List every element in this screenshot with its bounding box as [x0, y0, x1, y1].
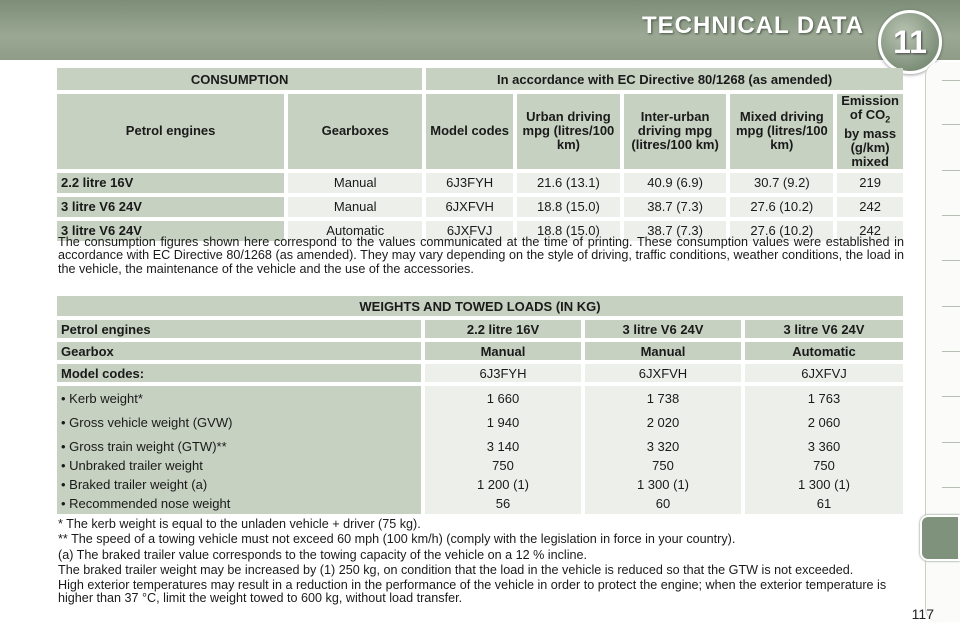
nose-weight-value: 56 — [495, 496, 511, 511]
kerb-weight-value: 1 763 — [807, 391, 841, 406]
gtw-value: 3 140 — [486, 439, 520, 454]
gvw-label: • Gross vehicle weight (GVW) — [61, 415, 233, 430]
rail-divider — [942, 124, 960, 125]
kerb-weight-value: 1 660 — [486, 391, 520, 406]
directive-note: In accordance with EC Directive 80/1268 (as amended) — [426, 68, 903, 90]
col-interurban-mpg: Inter-urban driving mpg (litres/100 km) — [624, 94, 727, 169]
braked-trailer-label: • Braked trailer weight (a) — [61, 477, 208, 492]
nose-weight-label: • Recommended nose weight — [61, 496, 231, 511]
co2-header-suffix: by mass (g/km) mixed — [844, 125, 897, 169]
model-codes-label: Model codes: — [57, 364, 421, 382]
note-high-temperature: High exterior temperatures may result in a reduction in the performance of the vehicle in order to protect the engine; when the exterior temperature is higher than 37 °C, limit the weight towed to 600 kg, without load transfer. — [58, 578, 887, 606]
co2-header-prefix: Emission of CO — [841, 93, 899, 122]
mixed-cell: 27.6 (10.2) — [730, 197, 833, 217]
weights-section-title: WEIGHTS AND TOWED LOADS (IN KG) — [57, 296, 903, 316]
footnote-kerb: * The kerb weight is equal to the unladen vehicle + driver (75 kg). — [58, 517, 421, 531]
urban-cell: 18.8 (15.0) — [517, 221, 620, 241]
nose-weight-value: 60 — [655, 496, 671, 511]
chapter-number-badge: 11 — [878, 10, 942, 74]
rail-divider — [942, 170, 960, 171]
consumption-row — [57, 197, 903, 217]
engine-col-3: 3 litre V6 24V — [745, 320, 903, 338]
gvw-value: 2 020 — [646, 415, 680, 430]
weights-column-1 — [425, 386, 581, 514]
interurban-cell: 38.7 (7.3) — [624, 197, 727, 217]
page-number: 117 — [911, 606, 934, 622]
col-model-codes: Model codes — [426, 94, 513, 169]
braked-trailer-value: 1 200 (1) — [476, 477, 530, 492]
co2-header-subscript: 2 — [885, 114, 891, 125]
footnotes — [58, 518, 908, 608]
col-petrol-engines: Petrol engines — [57, 94, 284, 169]
engine-header-label: Petrol engines — [57, 320, 421, 338]
interurban-cell: 38.7 (7.3) — [624, 221, 727, 241]
engine-cell: 3 litre V6 24V — [57, 221, 284, 241]
gtw-label: • Gross train weight (GTW)** — [61, 439, 227, 454]
note-braked-increase: The braked trailer weight may be increased by (1) 250 kg, on condition that the load in the vehicle is reduced so that the GTW is not exceeded. — [58, 562, 854, 577]
gtw-value: 3 320 — [646, 439, 680, 454]
consumption-table — [53, 64, 907, 245]
urban-cell: 18.8 (15.0) — [517, 197, 620, 217]
col-gearboxes: Gearboxes — [288, 94, 422, 169]
unbraked-trailer-value: 750 — [652, 458, 674, 473]
consumption-note-paragraph: The consumption figures shown here correspond to the values communicated at the time of printing. These consumption values were established in accordance with EC Directive 80/1268 (as amended). They may vary depending on the style of driving, traffic conditions, weather conditions, the load in the vehicle, the maintenance of the vehicle and the use of the accessories. — [58, 235, 904, 276]
col-urban-mpg: Urban driving mpg (litres/100 km) — [517, 94, 620, 169]
gearbox-cell: Manual — [288, 197, 422, 217]
gvw-value: 1 940 — [486, 415, 520, 430]
engine-cell: 3 litre V6 24V — [57, 197, 284, 217]
urban-cell: 21.6 (13.1) — [517, 173, 620, 193]
braked-trailer-value: 1 300 (1) — [636, 477, 690, 492]
rail-divider — [942, 306, 960, 307]
consumption-row — [57, 173, 903, 193]
unbraked-trailer-value: 750 — [492, 458, 514, 473]
rail-divider — [942, 351, 960, 352]
weights-column-3 — [745, 386, 903, 514]
kerb-weight-label: • Kerb weight* — [61, 391, 143, 406]
gearbox-col-1: Manual — [425, 342, 581, 360]
gearbox-header-label: Gearbox — [57, 342, 421, 360]
col-co2-emission — [837, 94, 903, 169]
rail-divider — [942, 260, 960, 261]
weights-table — [53, 292, 907, 518]
unbraked-trailer-label: • Unbraked trailer weight — [61, 458, 203, 473]
consumption-section-title: CONSUMPTION — [57, 68, 422, 90]
rail-divider — [942, 487, 960, 488]
active-chapter-tab[interactable] — [920, 515, 960, 561]
weights-column-2 — [585, 386, 741, 514]
page-title: TECHNICAL DATA — [642, 12, 864, 39]
model-code-cell: 6JXFVJ — [426, 221, 513, 241]
kerb-weight-value: 1 738 — [646, 391, 680, 406]
page-header — [0, 0, 960, 60]
model-code-cell: 6J3FYH — [426, 173, 513, 193]
engine-cell: 2.2 litre 16V — [57, 173, 284, 193]
gearbox-cell: Manual — [288, 173, 422, 193]
engine-col-2: 3 litre V6 24V — [585, 320, 741, 338]
unbraked-trailer-value: 750 — [813, 458, 835, 473]
model-code-1: 6J3FYH — [425, 364, 581, 382]
rail-divider — [942, 396, 960, 397]
model-code-3: 6JXFVJ — [745, 364, 903, 382]
model-code-2: 6JXFVH — [585, 364, 741, 382]
footnote-speed: ** The speed of a towing vehicle must not exceed 60 mph (100 km/h) (comply with the legislation in force in your country). — [58, 532, 736, 547]
gtw-value: 3 360 — [807, 439, 841, 454]
gearbox-cell: Automatic — [288, 221, 422, 241]
co2-cell: 219 — [837, 173, 903, 193]
rail-divider — [942, 442, 960, 443]
engine-col-1: 2.2 litre 16V — [425, 320, 581, 338]
mixed-cell: 27.6 (10.2) — [730, 221, 833, 241]
rail-divider — [942, 215, 960, 216]
col-mixed-mpg: Mixed driving mpg (litres/100 km) — [730, 94, 833, 169]
gearbox-col-2: Manual — [585, 342, 741, 360]
nose-weight-value: 61 — [816, 496, 832, 511]
footnote-braked-trailer: (a) The braked trailer value corresponds to the towing capacity of the vehicle on a 12 % incline. — [58, 547, 587, 562]
mixed-cell: 30.7 (9.2) — [730, 173, 833, 193]
braked-trailer-value: 1 300 (1) — [797, 477, 851, 492]
rail-divider — [942, 80, 960, 81]
co2-cell: 242 — [837, 221, 903, 241]
gearbox-col-3: Automatic — [745, 342, 903, 360]
interurban-cell: 40.9 (6.9) — [624, 173, 727, 193]
model-code-cell: 6JXFVH — [426, 197, 513, 217]
gvw-value: 2 060 — [807, 415, 841, 430]
co2-cell: 242 — [837, 197, 903, 217]
weight-labels-column — [57, 386, 421, 514]
